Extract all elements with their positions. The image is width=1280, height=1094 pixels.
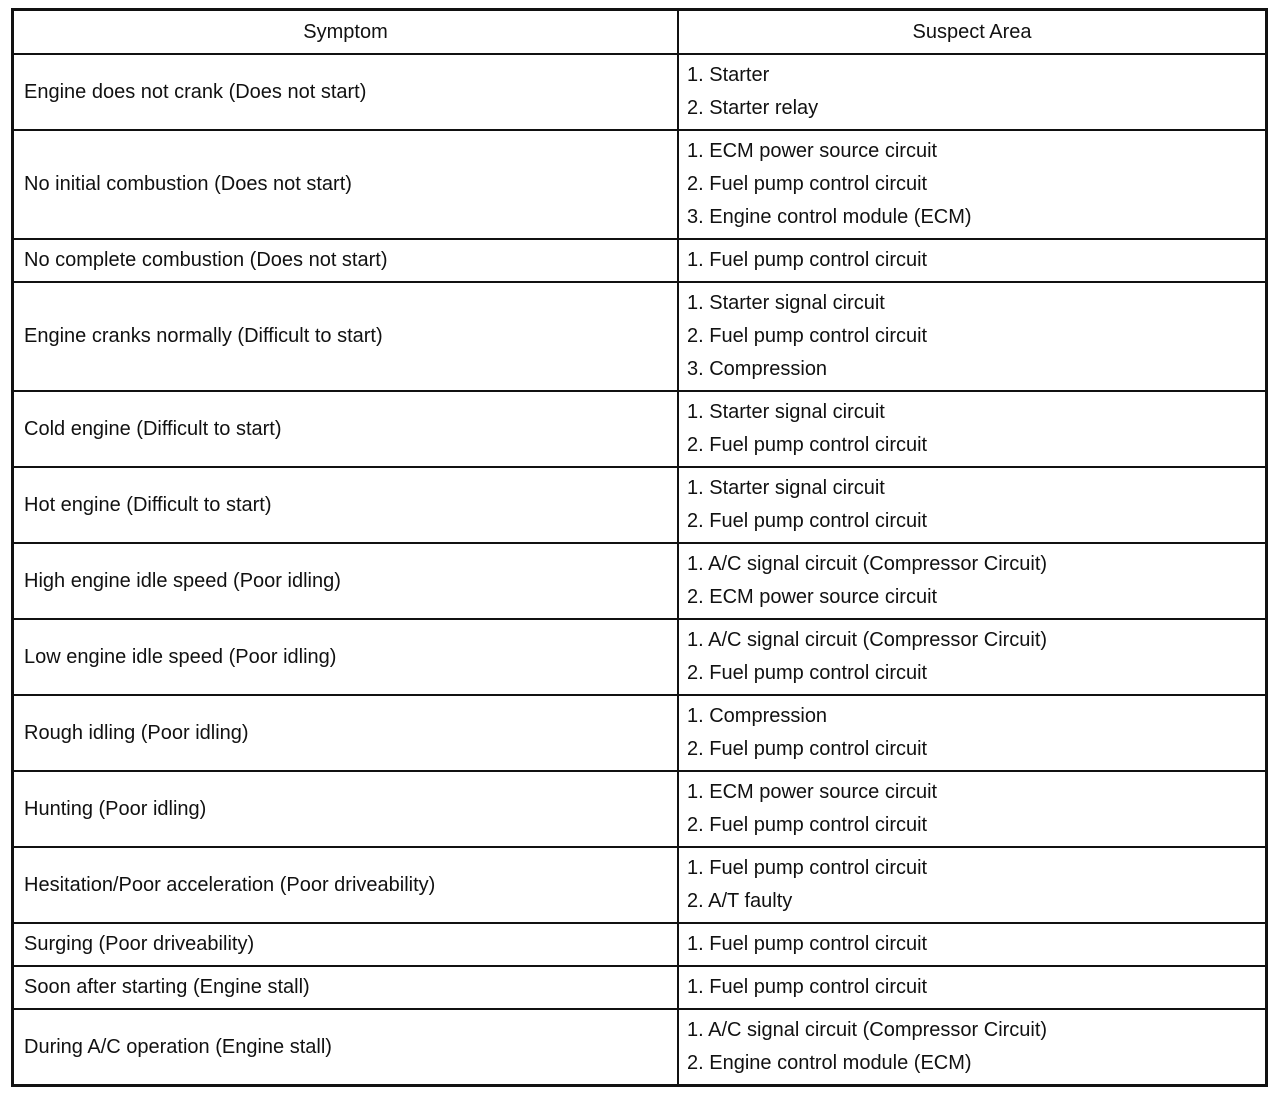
table-row <box>14 239 1265 282</box>
suspect-area-item: 1. Fuel pump control circuit <box>687 249 928 271</box>
suspect-area-cell <box>678 239 1265 282</box>
suspect-area-item: 1. ECM power source circuit <box>687 140 938 162</box>
suspect-area-item: 1. Compression <box>687 705 828 727</box>
suspect-area-item: 1. A/C signal circuit (Compressor Circuit) <box>687 1019 1048 1041</box>
suspect-area-cell <box>678 771 1265 847</box>
symptom-cell: Soon after starting (Engine stall) <box>14 966 678 1009</box>
suspect-area-item: 1. Starter signal circuit <box>687 477 885 499</box>
suspect-area-cell <box>678 1009 1265 1084</box>
symptom-cell: Hot engine (Difficult to start) <box>14 467 678 543</box>
table-row <box>14 54 1265 130</box>
troubleshooting-table-frame <box>11 8 1268 1087</box>
suspect-area-item: 1. Starter signal circuit <box>687 292 885 314</box>
suspect-area-item: 1. Fuel pump control circuit <box>687 933 928 955</box>
table-body <box>14 54 1265 1084</box>
symptom-cell: No complete combustion (Does not start) <box>14 239 678 282</box>
suspect-area-item: 3. Compression <box>687 358 828 380</box>
suspect-area-cell <box>678 923 1265 966</box>
table-row <box>14 966 1265 1009</box>
symptom-cell: Hesitation/Poor acceleration (Poor driveability) <box>14 847 678 923</box>
table-row <box>14 695 1265 771</box>
symptom-cell: Surging (Poor driveability) <box>14 923 678 966</box>
symptom-cell: High engine idle speed (Poor idling) <box>14 543 678 619</box>
suspect-area-item: 2. Fuel pump control circuit <box>687 738 928 760</box>
suspect-area-item: 2. Fuel pump control circuit <box>687 173 928 195</box>
symptom-cell: Cold engine (Difficult to start) <box>14 391 678 467</box>
suspect-area-item: 1. ECM power source circuit <box>687 781 938 803</box>
table-row <box>14 543 1265 619</box>
symptom-table <box>14 11 1265 1084</box>
symptom-cell: Rough idling (Poor idling) <box>14 695 678 771</box>
symptom-cell: Engine cranks normally (Difficult to start) <box>14 282 678 391</box>
suspect-area-item: 2. Fuel pump control circuit <box>687 814 928 836</box>
table-row <box>14 847 1265 923</box>
suspect-area-cell <box>678 847 1265 923</box>
table-row <box>14 391 1265 467</box>
symptom-cell: Low engine idle speed (Poor idling) <box>14 619 678 695</box>
suspect-area-cell <box>678 695 1265 771</box>
table-row <box>14 1009 1265 1084</box>
suspect-area-item: 2. ECM power source circuit <box>687 586 938 608</box>
suspect-area-item: 2. Fuel pump control circuit <box>687 510 928 532</box>
table-row <box>14 282 1265 391</box>
suspect-area-cell <box>678 966 1265 1009</box>
table-row <box>14 923 1265 966</box>
suspect-area-cell <box>678 282 1265 391</box>
suspect-area-cell <box>678 543 1265 619</box>
table-row <box>14 771 1265 847</box>
table-row <box>14 130 1265 239</box>
header-symptom: Symptom <box>14 11 678 54</box>
symptom-cell: Engine does not crank (Does not start) <box>14 54 678 130</box>
symptom-cell: During A/C operation (Engine stall) <box>14 1009 678 1084</box>
table-row <box>14 619 1265 695</box>
symptom-cell: Hunting (Poor idling) <box>14 771 678 847</box>
suspect-area-item: 2. Engine control module (ECM) <box>687 1052 972 1074</box>
suspect-area-cell <box>678 467 1265 543</box>
symptom-cell: No initial combustion (Does not start) <box>14 130 678 239</box>
table-row <box>14 467 1265 543</box>
suspect-area-item: 2. Fuel pump control circuit <box>687 662 928 684</box>
suspect-area-cell <box>678 391 1265 467</box>
suspect-area-cell <box>678 54 1265 130</box>
suspect-area-item: 1. Starter signal circuit <box>687 401 885 423</box>
suspect-area-item: 2. Starter relay <box>687 97 819 119</box>
suspect-area-cell <box>678 619 1265 695</box>
suspect-area-item: 1. Starter <box>687 64 770 86</box>
suspect-area-item: 1. Fuel pump control circuit <box>687 976 928 998</box>
header-suspect-area: Suspect Area <box>678 11 1265 54</box>
suspect-area-item: 2. Fuel pump control circuit <box>687 325 928 347</box>
suspect-area-item: 1. A/C signal circuit (Compressor Circuit) <box>687 553 1048 575</box>
suspect-area-item: 2. Fuel pump control circuit <box>687 434 928 456</box>
suspect-area-item: 2. A/T faulty <box>687 890 793 912</box>
suspect-area-item: 3. Engine control module (ECM) <box>687 206 972 228</box>
suspect-area-item: 1. A/C signal circuit (Compressor Circuit) <box>687 629 1048 651</box>
table-header-row <box>14 11 1265 54</box>
suspect-area-item: 1. Fuel pump control circuit <box>687 857 928 879</box>
suspect-area-cell <box>678 130 1265 239</box>
